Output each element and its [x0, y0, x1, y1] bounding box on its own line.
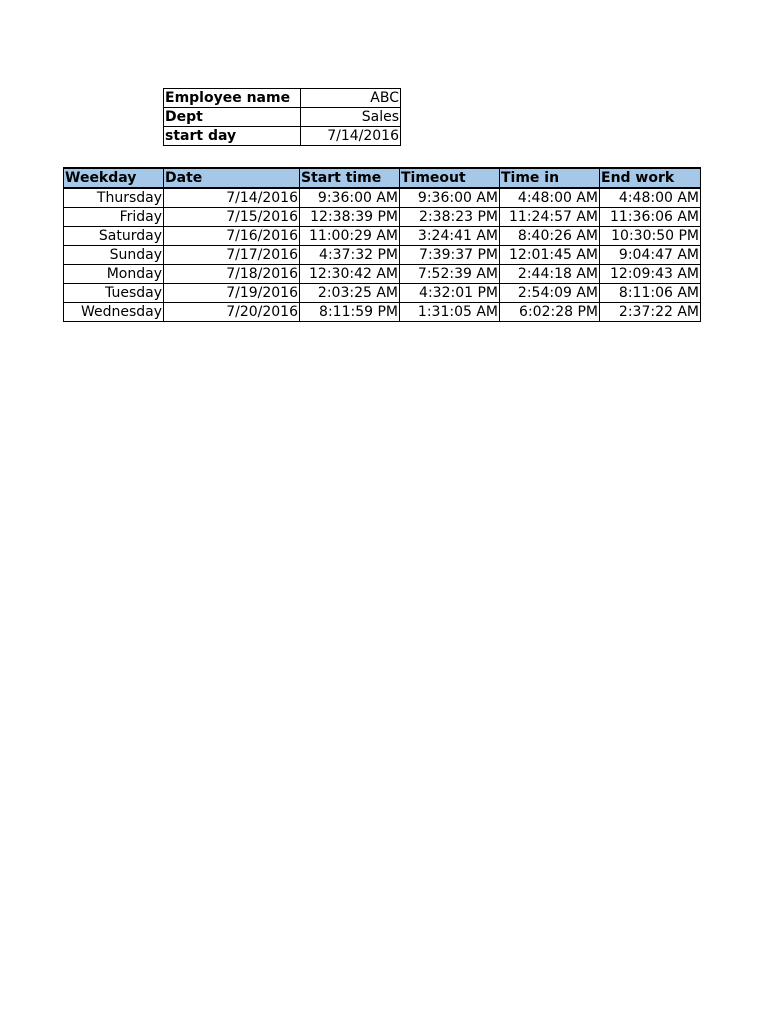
table-row	[64, 303, 701, 322]
info-row-dept	[164, 108, 401, 127]
cell-time-in[interactable]: 8:40:26 AM	[500, 227, 600, 246]
table-row	[64, 284, 701, 303]
cell-time-in[interactable]: 6:02:28 PM	[500, 303, 600, 322]
timesheet-table	[63, 167, 701, 322]
header-time-in[interactable]: Time in	[500, 168, 600, 188]
cell-timeout[interactable]: 7:39:37 PM	[400, 246, 500, 265]
cell-timeout[interactable]: 4:32:01 PM	[400, 284, 500, 303]
header-end-work[interactable]: End work	[600, 168, 701, 188]
table-row	[64, 265, 701, 284]
employee-name-label[interactable]: Employee name	[164, 89, 301, 108]
cell-timeout[interactable]: 9:36:00 AM	[400, 188, 500, 208]
cell-end-work[interactable]: 4:48:00 AM	[600, 188, 701, 208]
cell-timeout[interactable]: 1:31:05 AM	[400, 303, 500, 322]
cell-start-time[interactable]: 4:37:32 PM	[300, 246, 400, 265]
cell-start-time[interactable]: 12:38:39 PM	[300, 208, 400, 227]
cell-time-in[interactable]: 2:44:18 AM	[500, 265, 600, 284]
info-row-employee-name	[164, 89, 401, 108]
header-weekday[interactable]: Weekday	[64, 168, 164, 188]
cell-time-in[interactable]: 4:48:00 AM	[500, 188, 600, 208]
cell-weekday[interactable]: Wednesday	[64, 303, 164, 322]
start-day-label[interactable]: start day	[164, 127, 301, 146]
table-row	[64, 246, 701, 265]
header-date[interactable]: Date	[164, 168, 300, 188]
cell-end-work[interactable]: 11:36:06 AM	[600, 208, 701, 227]
cell-end-work[interactable]: 12:09:43 AM	[600, 265, 701, 284]
start-day-value[interactable]: 7/14/2016	[301, 127, 401, 146]
dept-label[interactable]: Dept	[164, 108, 301, 127]
table-row	[64, 208, 701, 227]
cell-date[interactable]: 7/17/2016	[164, 246, 300, 265]
info-row-start-day	[164, 127, 401, 146]
cell-start-time[interactable]: 8:11:59 PM	[300, 303, 400, 322]
cell-timeout[interactable]: 7:52:39 AM	[400, 265, 500, 284]
cell-weekday[interactable]: Saturday	[64, 227, 164, 246]
cell-date[interactable]: 7/18/2016	[164, 265, 300, 284]
cell-start-time[interactable]: 9:36:00 AM	[300, 188, 400, 208]
cell-date[interactable]: 7/19/2016	[164, 284, 300, 303]
cell-weekday[interactable]: Monday	[64, 265, 164, 284]
cell-weekday[interactable]: Friday	[64, 208, 164, 227]
header-timeout[interactable]: Timeout	[400, 168, 500, 188]
header-start-time[interactable]: Start time	[300, 168, 400, 188]
cell-timeout[interactable]: 3:24:41 AM	[400, 227, 500, 246]
cell-date[interactable]: 7/14/2016	[164, 188, 300, 208]
cell-end-work[interactable]: 10:30:50 PM	[600, 227, 701, 246]
table-row	[64, 227, 701, 246]
cell-weekday[interactable]: Thursday	[64, 188, 164, 208]
employee-info-table	[163, 88, 401, 146]
cell-end-work[interactable]: 2:37:22 AM	[600, 303, 701, 322]
cell-date[interactable]: 7/20/2016	[164, 303, 300, 322]
employee-name-value[interactable]: ABC	[301, 89, 401, 108]
cell-weekday[interactable]: Sunday	[64, 246, 164, 265]
cell-date[interactable]: 7/16/2016	[164, 227, 300, 246]
cell-start-time[interactable]: 11:00:29 AM	[300, 227, 400, 246]
cell-end-work[interactable]: 8:11:06 AM	[600, 284, 701, 303]
cell-timeout[interactable]: 2:38:23 PM	[400, 208, 500, 227]
timesheet-header-row	[64, 168, 701, 188]
cell-time-in[interactable]: 11:24:57 AM	[500, 208, 600, 227]
cell-end-work[interactable]: 9:04:47 AM	[600, 246, 701, 265]
timesheet-body	[64, 188, 701, 322]
cell-time-in[interactable]: 2:54:09 AM	[500, 284, 600, 303]
table-row	[64, 188, 701, 208]
cell-start-time[interactable]: 2:03:25 AM	[300, 284, 400, 303]
cell-weekday[interactable]: Tuesday	[64, 284, 164, 303]
cell-start-time[interactable]: 12:30:42 AM	[300, 265, 400, 284]
cell-date[interactable]: 7/15/2016	[164, 208, 300, 227]
cell-time-in[interactable]: 12:01:45 AM	[500, 246, 600, 265]
dept-value[interactable]: Sales	[301, 108, 401, 127]
